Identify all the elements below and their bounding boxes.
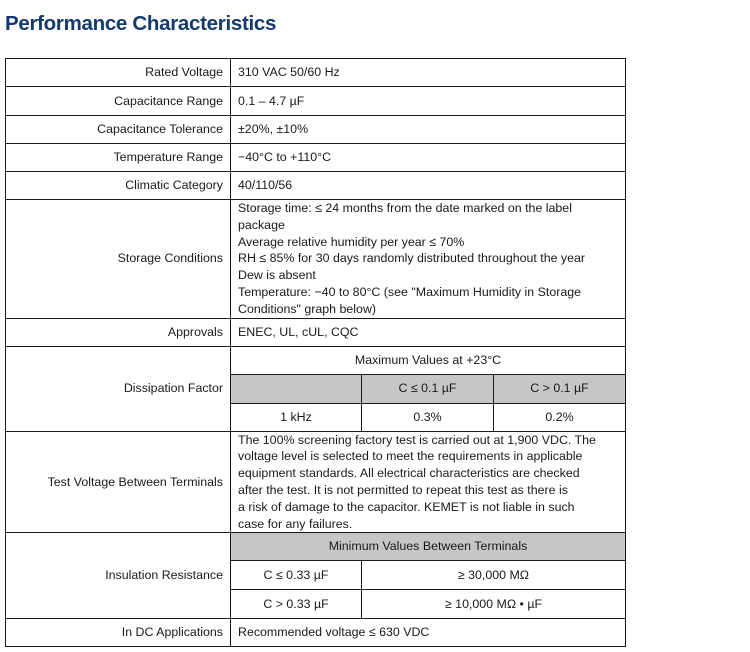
table-row (6, 87, 626, 116)
row-label: Insulation Resistance (6, 533, 231, 619)
table-row (6, 431, 626, 533)
insulation-value: ≥ 10,000 MΩ • µF (362, 590, 626, 619)
insulation-condition: C > 0.33 µF (231, 590, 362, 619)
text-line: case for any failures. (238, 516, 353, 531)
table-row (6, 318, 626, 346)
dissipation-header: Maximum Values at +23°C (231, 346, 626, 374)
row-label: Storage Conditions (6, 200, 231, 319)
row-label: In DC Applications (6, 619, 231, 647)
table-row (6, 200, 626, 319)
row-label: Approvals (6, 318, 231, 346)
text-line: The 100% screening factory test is carried out at 1,900 VDC. The (238, 432, 596, 447)
text-line: package (238, 217, 285, 232)
row-label: Capacitance Range (6, 87, 231, 116)
insulation-value: ≥ 30,000 MΩ (362, 561, 626, 590)
table-row (6, 59, 626, 87)
row-value: Recommended voltage ≤ 630 VDC (231, 619, 626, 647)
row-value: 310 VAC 50/60 Hz (231, 59, 626, 87)
text-line: voltage level is selected to meet the requirements in applicable (238, 449, 583, 464)
table-row (6, 116, 626, 144)
row-label: Dissipation Factor (6, 346, 231, 431)
text-line: Average relative humidity per year ≤ 70% (238, 234, 465, 249)
row-value: 0.1 – 4.7 µF (231, 87, 626, 116)
text-line: RH ≤ 85% for 30 days randomly distributed throughout the year (238, 251, 586, 266)
dissipation-col-blank (231, 374, 362, 403)
page-title: Performance Characteristics (5, 12, 277, 35)
performance-table (5, 58, 626, 647)
row-label: Capacitance Tolerance (6, 116, 231, 144)
dissipation-value: 0.3% (362, 403, 494, 431)
text-line: Temperature: −40 to 80°C (see "Maximum Humidity in Storage (238, 284, 582, 299)
table-row (6, 172, 626, 200)
row-value: −40°C to +110°C (231, 144, 626, 172)
dissipation-frequency: 1 kHz (231, 403, 362, 431)
dissipation-col-header: C ≤ 0.1 µF (362, 374, 494, 403)
text-line: Storage time: ≤ 24 months from the date marked on the label (238, 201, 572, 215)
text-line: a risk of damage to the capacitor. KEMET is not liable in such (238, 499, 575, 514)
table-row (6, 346, 626, 374)
table-row (6, 144, 626, 172)
row-label: Temperature Range (6, 144, 231, 172)
row-value: 40/110/56 (231, 172, 626, 200)
storage-conditions-text (231, 200, 626, 319)
dissipation-value: 0.2% (494, 403, 626, 431)
text-line: Dew is absent (238, 268, 316, 283)
test-voltage-text (231, 431, 626, 533)
table-row (6, 619, 626, 647)
row-label: Test Voltage Between Terminals (6, 431, 231, 533)
row-value: ±20%, ±10% (231, 116, 626, 144)
text-line: equipment standards. All electrical characteristics are checked (238, 466, 580, 481)
row-value: ENEC, UL, cUL, CQC (231, 318, 626, 346)
table-row (6, 533, 626, 561)
dissipation-col-header: C > 0.1 µF (494, 374, 626, 403)
text-line: after the test. It is not permitted to repeat this test as there is (238, 482, 568, 497)
row-label: Rated Voltage (6, 59, 231, 87)
insulation-header: Minimum Values Between Terminals (231, 533, 626, 561)
text-line: Conditions" graph below) (238, 301, 377, 316)
insulation-condition: C ≤ 0.33 µF (231, 561, 362, 590)
row-label: Climatic Category (6, 172, 231, 200)
